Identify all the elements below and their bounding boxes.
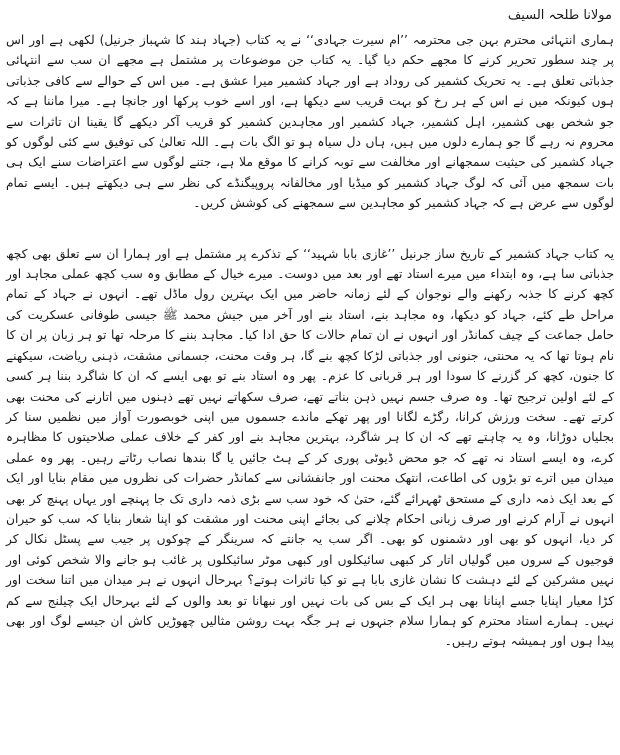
paragraph-introduction: ہماری انتہائی محترم بہن جی محترمہ ’’ام سیرت جہادی‘‘ نے یہ کتاب (جہاد ہند کا شہباز جرنیل) لکھی ہے اور اس پر چند سطور تحریر کرنے کا مجھے حکم دیا گیا۔ یہ کتاب جن موضوعات پر مشتمل ہے مجھے ان سب سے انتہائی جذباتی تعلق ہے۔ یہ تحریک کشمیر کی روداد ہے اور جہاد کشمیر میرا عشق ہے۔ میں اس کے حوالے سے کافی جذباتی ہوں کیونکہ میں نے اس کے ہر رخ کو بہت قریب سے دیکھا ہے، اور اسے خوب پرکھا اور جانچا ہے۔ میرا ماننا ہے کہ جو شخص بھی کشمیر، اہل کشمیر، جہاد کشمیر اور مجاہدین کشمیر کو قریب آکر دیکھے گا یقینا ان تاثرات سے محروم نہ رہے گا جو ہمارے دلوں میں ہیں، ہاں دل سیاہ ہو تو الگ بات ہے۔ اللہ تعالیٰ کی توفیق سے کئی لوگوں کو جہاد کشمیر کی حیثیت سمجھانے اور مخالفت سے توبہ کرانے کا موقع ملا ہے، جتنے لوگوں سے اعتراضات سنے ایک ہی بات سمجھ میں آئی کہ لوگ جہاد کشمیر کو میڈیا اور مخالفانہ پروپیگنڈے کی نظر سے ہی دیکھتے ہیں۔ ایسے تمام لوگوں سے عرض ہے کہ جہاد کشمیر کو مجاہدین سے سمجھنے کی کوشش کریں۔: [6, 33, 614, 211]
paragraph-spacer: [6, 214, 614, 244]
paragraph-book-description: یہ کتاب جہاد کشمیر کے تاریخ ساز جرنیل ’’غازی بابا شہید‘‘ کے تذکرے پر مشتمل ہے اور ہمارا ان سے تعلق بھی کچھ جذباتی سا ہے، وہ ابتداء میں میرے استاد تھے اور بعد میں دوست۔ میرے خیال کے مطابق وہ سب کچھ عملی مجاہد اور کچھ کرنے کا جذبہ رکھنے والے نوجوان کے لئے زمانہ حاضر میں ایک بہترین رول ماڈل تھے۔ انہوں نے جہاد کے تمام مراحل طے کئے، جہاد کو دیکھا، وہ مجاہد بنے، استاد بنے اور آخر میں جیش محمد ﷺ جیسی طوفانی عسکریت کی حامل جماعت کے چیف کمانڈر اور انہوں نے ان تمام حالات کا حق ادا کیا۔ مجاہد بننے کا مرحلہ تھا تو ہر زبان پر ان کا نام ہوتا تھا کہ یہ محنتی، جنونی اور جذباتی لڑکا کچھ بنے گا، ہر وقت محنت، جسمانی مشقت، ذہنی ریاضت، سیکھنے کا جنون، کچھ کر گزرنے کا سودا اور ہر قربانی کا عزم۔ پھر وہ استاد بنے تو بھی ایسے کہ ان کا شاگرد بننا ہر کسی کے لئے اولین ترجیح تھا۔ وہ صرف جسم نہیں ذہن بناتے تھے، صرف سکھاتے نہیں تھے ذہنوں میں اتارنے کی محنت بھی کرتے تھے۔ سخت ورزش کرانا، رگڑے لگانا اور پھر تھکے ماندے جسموں میں اپنی خوبصورت آواز میں نظمیں سنا کر بجلیاں دوڑانا، وہ یہ چاہتے تھے کہ ان کا ہر شاگرد، بہترین مجاہد بنے اور کفر کے خلاف عملی صلاحیتوں کا مظاہرہ کرے، وہ ایسے استاد نہ تھے کہ جو محض ڈیوٹی پوری کر کے ہٹ جائیں یا گا بندھا نصاب رٹاتے رہیں۔ پھر وہ عملی میدان میں اترے تو بڑوں کی اطاعت، انتھک محنت اور جانفشانی سے کمانڈر حضرات کی نظروں میں مقام بنایا اور ایک کے بعد ایک ذمہ داری کے مستحق ٹھہرائے گئے، حتیٰ کہ خود سب سے بڑی ذمہ داری تک جا پہنچے اور یہاں پہنچ کر بھی انہوں نے آرام کرنے اور صرف زبانی احکام چلانے کی بجائے اپنی محنت اور مشقت کو اپنا شعار بنایا کہ سب کو حیران کر دیا، انہوں کو بھی اور دشمنوں کو بھی۔ اگر سب یہ جانتے کہ سرینگر کے چوکوں پر جیب سے پسٹل نکال کر فوجیوں کے سروں میں گولیاں اتار کر کبھی سائیکلوں اور کبھی موٹر سائیکلوں پر غائب ہو جانے والا شخص کوئی اور نہیں مشرکین کے لئے دہشت کا نشان غازی بابا ہے تو کیا تاثرات ہوتے؟ بہرحال انہوں نے ہر میدان میں اتنا سخت اور کڑا معیار اپنایا جسے اپنانا بھی ہر ایک کے بس کی بات نہیں اور نبھانا تو بعد والوں کے لئے بہرحال ایک چیلنج سے کم نہیں۔ ہمارے استاد محترم کو ہمارا سلام جنہوں نے ہر جگہ بہت روشن مثالیں چھوڑیں کاش ان جیسے لوگ اور بھی پیدا ہوں اور ہمیشہ ہوتے رہیں۔: [6, 246, 614, 649]
author-name: مولانا طلحہ السیف: [507, 8, 612, 23]
